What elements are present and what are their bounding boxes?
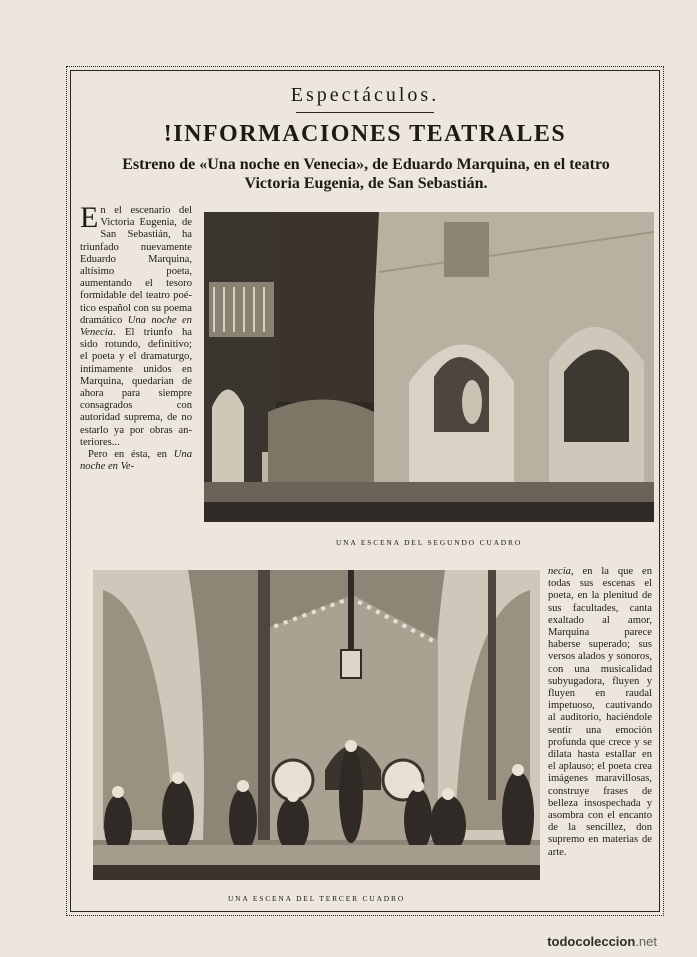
section-rule — [296, 112, 434, 113]
photo-third-scene — [93, 570, 540, 880]
watermark-suffix: .net — [635, 934, 657, 949]
paragraph-2 — [80, 449, 192, 473]
paragraph-2-text: Pero en ésta, en — [88, 449, 174, 461]
play-title: Una noche en Venecia — [80, 314, 192, 339]
paragraph-1-text-end: . El triunfo ha sido rotundo, definitivo; el poeta y el dramaturgo, íntimamente unidos en Marquina, quedarían de ahora para siempre consagrados con autoridad suprema, de no estarlo ya por obras anteriores... — [80, 327, 192, 448]
caption-third-scene: UNA ESCENA DEL TERCER CUADRO — [227, 894, 406, 903]
stage-illustration-second-scene — [204, 212, 654, 522]
paragraph-3-text: , en la que en todas sus escenas el poeta, en la plenitud de sus facultades, canta exaltado al amor, Marquina parece haberse superado; sus versos alados y sonoros, con una musicalidad subyugadora, fluyen y fluyen en raudal impetuoso, cautivando al auditorio, haciéndole sentir una emoción profunda que crece y se dilata hasta estallar en el aplauso; el poeta crea imágenes maravillosas, construye frases de belleza insospechada y asombra con el encanto de la sencillez, don supremo en materias de arte. — [548, 566, 652, 858]
left-text-column — [80, 201, 192, 553]
paragraph-1-text: n el escenario del Victoria Eugenia, de San Sebastián, ha triunfado nuevamente Eduardo Marquina, altísimo poeta, aumentando el tesoro formidable del teatro poético español con su poema dramático — [80, 205, 192, 326]
drop-cap: E — [80, 201, 99, 234]
paragraph-1 — [80, 201, 192, 449]
play-title-continued: Una noche en Ve- — [80, 449, 192, 473]
subtitle-line-1: Estreno de «Una noche en Venecia», de Eduardo Marquina, en el teatro — [122, 156, 610, 173]
photo-second-scene — [204, 212, 654, 522]
article-subtitle — [86, 155, 646, 193]
play-title-end: necia — [548, 566, 571, 577]
paragraph-3 — [548, 566, 652, 859]
stage-illustration-third-scene — [93, 570, 540, 880]
subtitle-line-2: Victoria Eugenia, de San Sebastián. — [244, 175, 488, 192]
watermark-brand: todocoleccion — [547, 934, 636, 949]
section-heading: Espectáculos. — [290, 84, 440, 106]
right-text-column — [548, 566, 652, 906]
watermark — [547, 934, 657, 949]
article-headline: !INFORMACIONES TEATRALES — [163, 121, 567, 147]
caption-second-scene: UNA ESCENA DEL SEGUNDO CUADRO — [335, 538, 523, 547]
